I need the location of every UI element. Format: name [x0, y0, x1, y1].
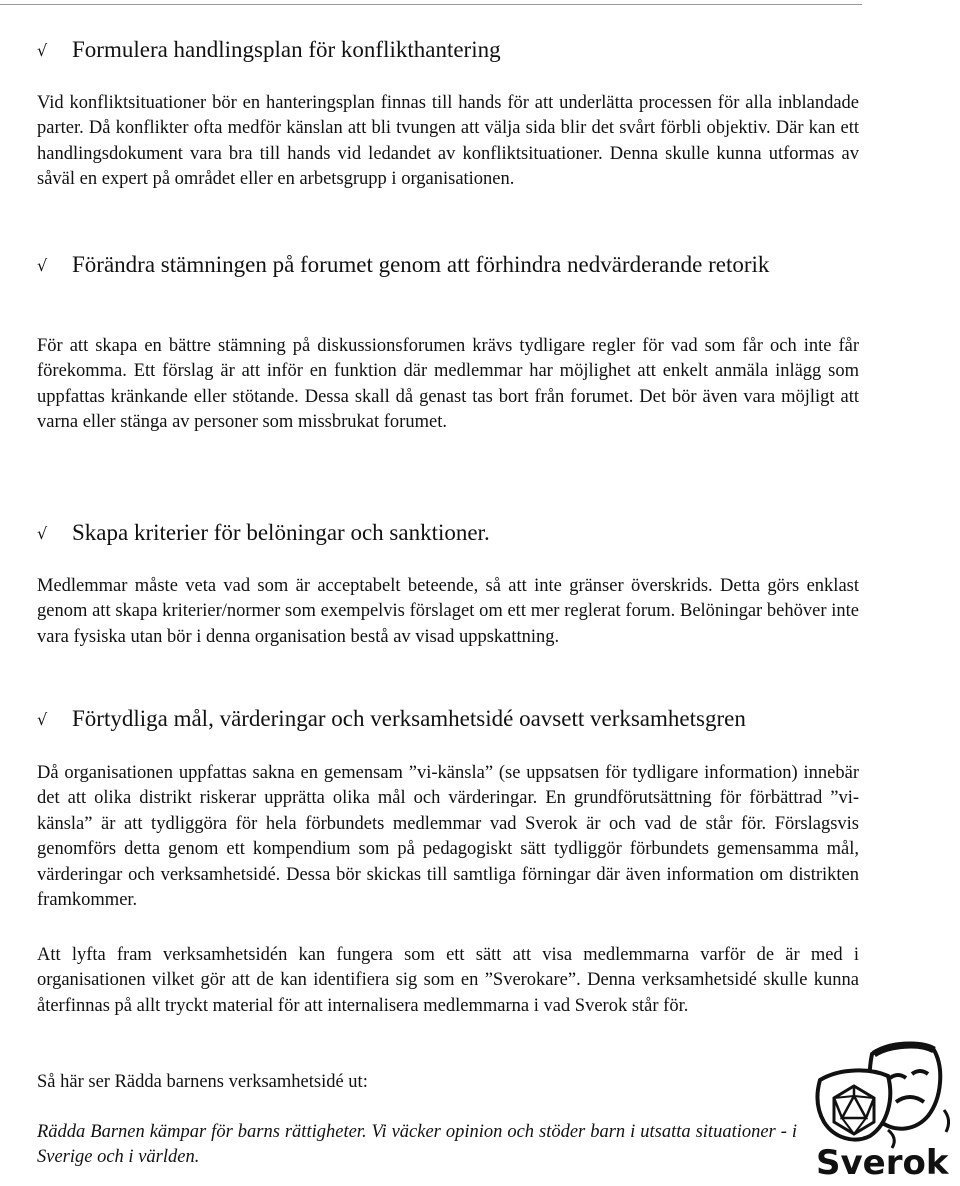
section-heading-2: [37, 249, 867, 280]
section-body-4: Då organisationen uppfattas sakna en gemensam ”vi-känsla” (se uppsatsen för tydligare information) innebär det att olika distrikt riskerar upprätta olika mål och värderingar. En grundförutsättning för förbättrad ”vi-känsla” är att tydliggöra för hela förbundets medlemmar vad Sverok är och vad de står för. Förslagsvis genomförs detta genom ett kompendium som på pedagogiskt sätt tydliggör förbundets gemensamma mål, värderingar och verksamhetsidé. Dessa bör skickas till samtliga förningar där även information om distrikten framkommer.: [37, 763, 859, 911]
section-heading-text: Skapa kriterier för belöningar och sanktioner.: [72, 520, 490, 545]
section-body-2: För att skapa en bättre stämning på diskussionsforumen krävs tydligare regler för vad som får och inte får förekomma. Ett förslag är att inför en funktion där medlemmar har möjlighet att enkelt anmäla inlägg som uppfattas kränkande eller stötande. Dessa skall då genast tas bort från forumet. Det bör även vara möjligt att varna eller stänga av personer som missbrukat forumet.: [37, 336, 859, 433]
section-body-4c: Så här ser Rädda barnens verksamhetsidé ut:: [37, 1072, 368, 1092]
logo-wordmark: Sverok: [816, 1143, 949, 1181]
section-heading-4: [37, 703, 867, 734]
mission-quote: Rädda Barnen kämpar för barns rättigheter. Vi väcker opinion och stöder barn i utsatta situationer - i Sverige och i världen.: [37, 1122, 797, 1168]
check-icon: √: [37, 710, 48, 729]
section-body-4b: Att lyfta fram verksamhetsidén kan fungera som ett sätt att visa medlemmarna varför de är med i organisationen vilket gör att de kan identifiera sig som en ”Sverokare”. Denna verksamhetsidé skulle kunna återfinnas på allt tryckt material för att internalisera medlemmarna i vad Sverok står för.: [37, 945, 859, 1016]
sverok-logo: [810, 1040, 960, 1181]
check-icon: √: [37, 256, 48, 275]
check-icon: √: [37, 524, 48, 543]
section-heading-text: Formulera handlingsplan för konflikthantering: [72, 37, 501, 62]
section-body-3: Medlemmar måste veta vad som är acceptabelt beteende, så att inte gränser överskrids. Detta görs enklast genom att skapa kriterier/normer som exempelvis förslaget om ett mer reglerat forum. Belöningar behöver inte vara fysiska utan bör i denna organisation bestå av visad uppskattning.: [37, 576, 859, 647]
section-heading-1: [37, 34, 867, 65]
section-heading-text: Förändra stämningen på forumet genom att förhindra nedvärderande retorik: [72, 252, 770, 277]
section-heading-3: [37, 517, 867, 548]
check-icon: √: [37, 41, 48, 60]
theatre-mask-dice-icon: [810, 1040, 960, 1181]
section-heading-text: Förtydliga mål, värderingar och verksamhetsidé oavsett verksamhetsgren: [72, 706, 746, 731]
top-rule: [0, 4, 862, 5]
section-body-1: Vid konfliktsituationer bör en hanteringsplan finnas till hands för att underlätta processen för alla inblandade parter. Då konflikter ofta medför känslan att bli tvungen att välja sida blir det svårt förbli objektiv. Där kan ett handlingsdokument vara bra till hands vid ledandet av konfliktsituationer. Denna skulle kunna utformas av såväl en expert på området eller en arbetsgrupp i organisationen.: [37, 93, 859, 190]
